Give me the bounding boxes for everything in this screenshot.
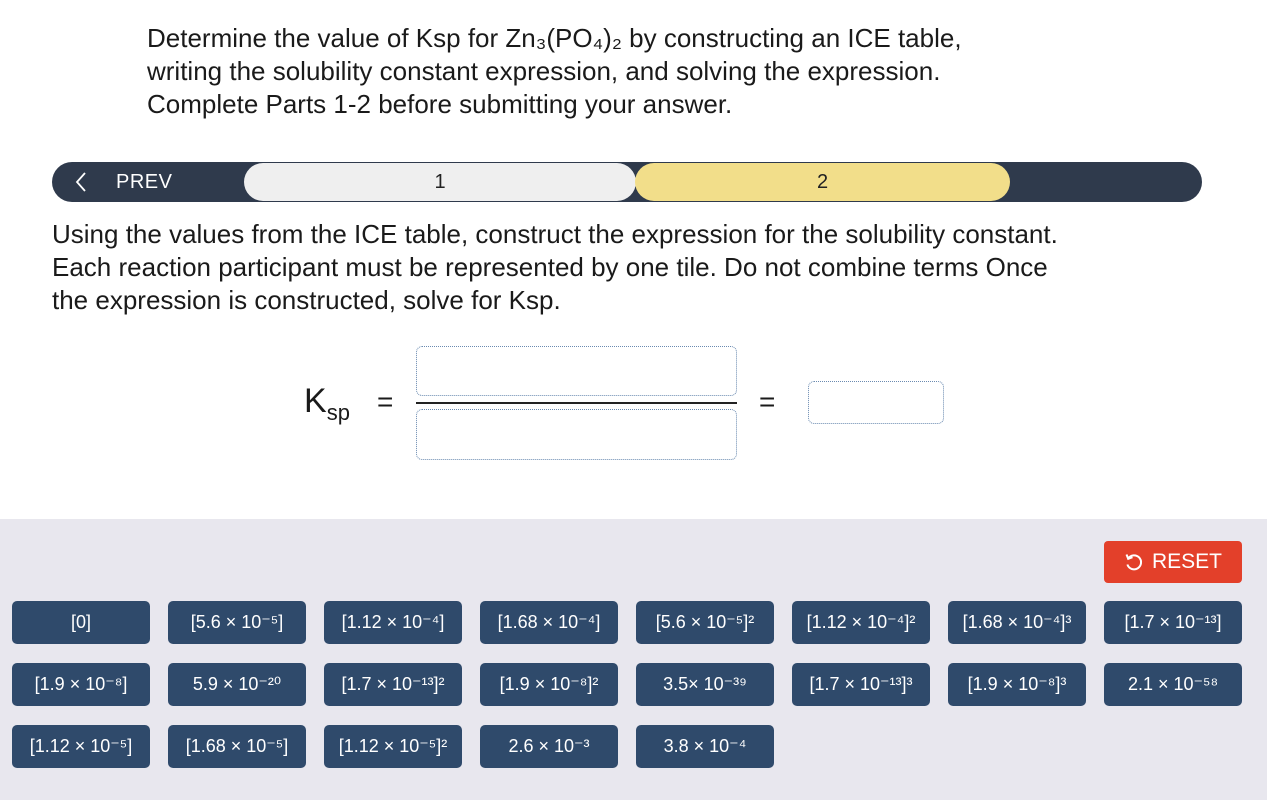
answer-tile[interactable]: [1.68 × 10⁻⁴]³ bbox=[948, 601, 1086, 644]
numerator-drop-zone[interactable] bbox=[416, 346, 737, 396]
answer-tile[interactable]: [1.7 × 10⁻¹³]³ bbox=[792, 663, 930, 706]
prev-label: PREV bbox=[116, 170, 173, 193]
ksp-symbol: K bbox=[304, 382, 327, 420]
tab-label: 1 bbox=[434, 170, 446, 193]
chevron-left-icon bbox=[74, 171, 88, 193]
answer-tile[interactable]: [1.9 × 10⁻⁸] bbox=[12, 663, 150, 706]
reset-icon bbox=[1124, 552, 1144, 572]
answer-tile[interactable]: [1.68 × 10⁻⁵] bbox=[168, 725, 306, 768]
instruction-line: Using the values from the ICE table, construct the expression for the solubility constant. bbox=[52, 219, 1058, 249]
answer-tile[interactable]: 2.1 × 10⁻⁵⁸ bbox=[1104, 663, 1242, 706]
answer-tile[interactable]: [1.7 × 10⁻¹³] bbox=[1104, 601, 1242, 644]
tile-bank bbox=[0, 519, 1267, 800]
answer-tile[interactable]: [1.9 × 10⁻⁸]³ bbox=[948, 663, 1086, 706]
answer-tile[interactable]: [1.12 × 10⁻⁴]² bbox=[792, 601, 930, 644]
prompt-line: writing the solubility constant expression, and solving the expression. bbox=[147, 56, 941, 86]
answer-drop-zone[interactable] bbox=[808, 381, 944, 424]
answer-tile[interactable]: [1.12 × 10⁻⁵]² bbox=[324, 725, 462, 768]
fraction-bar bbox=[416, 402, 737, 404]
prompt-line: Determine the value of Ksp for Zn₃(PO₄)₂ by constructing an ICE table, bbox=[147, 23, 962, 53]
answer-tile[interactable]: [5.6 × 10⁻⁵] bbox=[168, 601, 306, 644]
prompt-line: Complete Parts 1-2 before submitting your answer. bbox=[147, 89, 733, 119]
reset-label: RESET bbox=[1151, 550, 1222, 573]
tab-label: 2 bbox=[816, 170, 829, 193]
question-prompt bbox=[147, 22, 1147, 121]
instruction-line: the expression is constructed, solve for Ksp. bbox=[52, 285, 561, 315]
answer-tile[interactable]: [1.12 × 10⁻⁵] bbox=[12, 725, 150, 768]
denominator-drop-zone[interactable] bbox=[416, 409, 737, 460]
equals-sign: = bbox=[759, 386, 776, 417]
answer-tile[interactable]: [5.6 × 10⁻⁵]² bbox=[636, 601, 774, 644]
answer-tile[interactable]: [1.68 × 10⁻⁴] bbox=[480, 601, 618, 644]
ksp-label bbox=[304, 382, 350, 426]
equals-sign: = bbox=[377, 386, 394, 417]
answer-tile[interactable]: [1.12 × 10⁻⁴] bbox=[324, 601, 462, 644]
answer-tile[interactable]: 3.8 × 10⁻⁴ bbox=[636, 725, 774, 768]
answer-tile[interactable]: [1.9 × 10⁻⁸]² bbox=[480, 663, 618, 706]
instruction-line: Each reaction participant must be represented by one tile. Do not combine terms Once bbox=[52, 252, 1048, 282]
reset-button[interactable] bbox=[1104, 541, 1242, 583]
ksp-subscript: sp bbox=[326, 400, 350, 425]
answer-tile[interactable]: 5.9 × 10⁻²⁰ bbox=[168, 663, 306, 706]
answer-tile[interactable]: [0] bbox=[12, 601, 150, 644]
answer-tile[interactable]: [1.7 × 10⁻¹³]² bbox=[324, 663, 462, 706]
tab-part-1[interactable] bbox=[244, 163, 636, 201]
part-instructions bbox=[52, 218, 1232, 317]
prev-button[interactable] bbox=[74, 162, 172, 202]
tab-part-2[interactable] bbox=[635, 163, 1010, 201]
part-navigation-bar bbox=[52, 162, 1202, 202]
answer-tile[interactable]: 2.6 × 10⁻³ bbox=[480, 725, 618, 768]
answer-tile[interactable]: 3.5× 10⁻³⁹ bbox=[636, 663, 774, 706]
